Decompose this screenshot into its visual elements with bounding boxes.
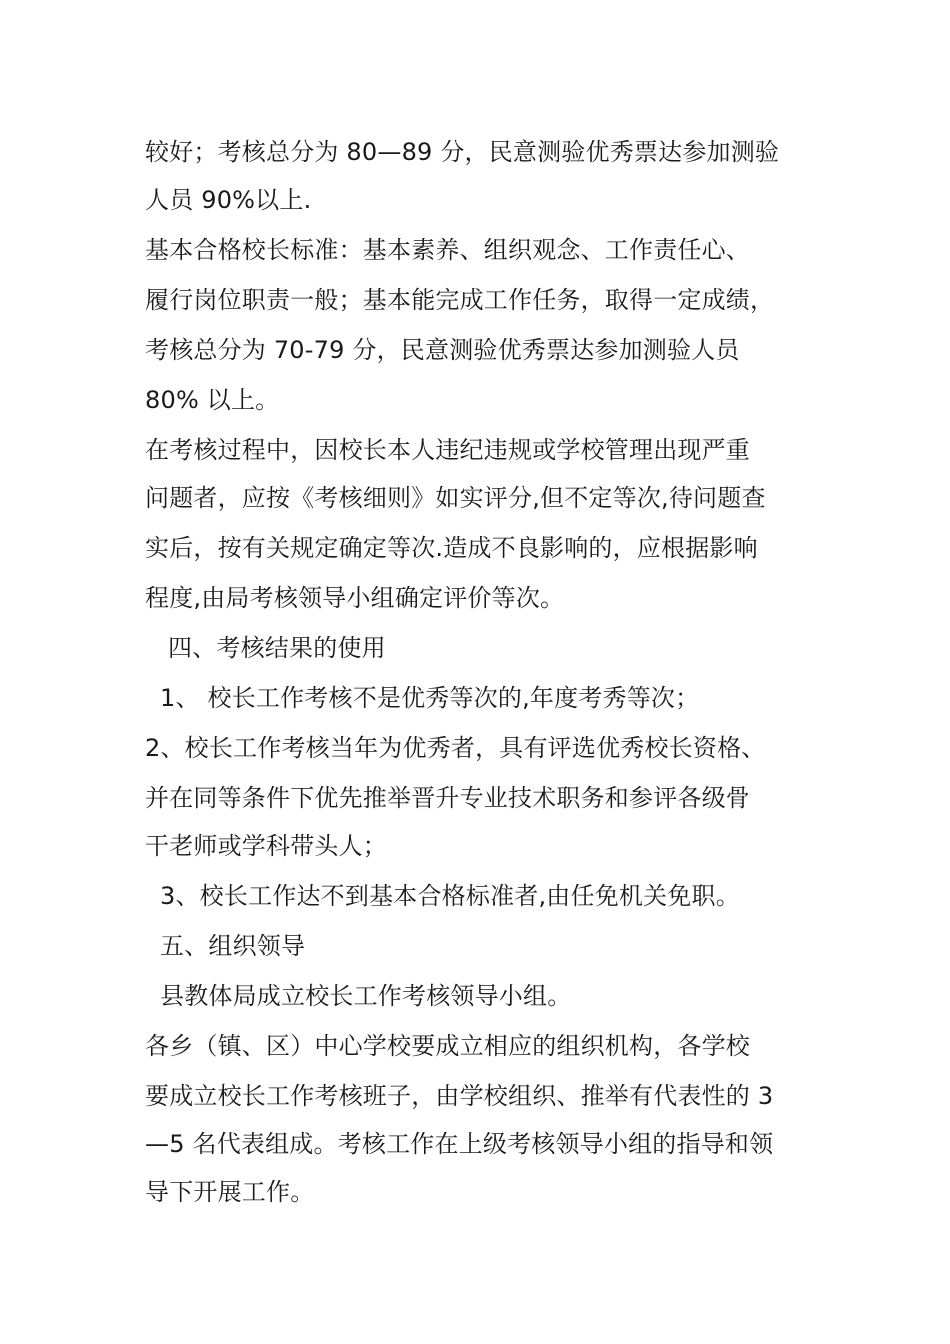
- list-item: 1、 校长工作考核不是优秀等次的,年度考秀等次；: [160, 684, 700, 712]
- text-line: 80% 以上。: [145, 386, 280, 414]
- text-line: 问题者，应按《考核细则》如实评分,但不定等次,待问题查: [145, 484, 766, 512]
- text-line: 履行岗位职责一般；基本能完成工作任务，取得一定成绩，: [145, 286, 775, 314]
- text-line: 县教体局成立校长工作考核领导小组。: [160, 982, 572, 1010]
- text-line: 各乡（镇、区）中心学校要成立相应的组织机构，各学校: [145, 1032, 750, 1060]
- text-line: 要成立校长工作考核班子，由学校组织、推举有代表性的 3: [145, 1082, 774, 1110]
- section-heading: 五、组织领导: [160, 932, 306, 960]
- text-line: 干老师或学科带头人；: [145, 832, 387, 860]
- list-item: 2、校长工作考核当年为优秀者，具有评选优秀校长资格、: [145, 734, 766, 762]
- text-line: 并在同等条件下优先推举晋升专业技术职务和参评各级骨: [145, 784, 750, 812]
- text-line: 导下开展工作。: [145, 1178, 315, 1206]
- text-line: 人员 90%以上.: [145, 186, 312, 214]
- list-item: 3、校长工作达不到基本合格标准者,由任免机关免职。: [160, 882, 740, 910]
- section-heading: 四、考核结果的使用: [168, 634, 386, 662]
- text-line: 在考核过程中，因校长本人违纪违规或学校管理出现严重: [145, 436, 750, 464]
- text-line: —5 名代表组成。考核工作在上级考核领导小组的指导和领: [145, 1130, 774, 1158]
- text-line: 考核总分为 70-79 分，民意测验优秀票达参加测验人员: [145, 336, 740, 364]
- text-line: 基本合格校长标准：基本素养、组织观念、工作责任心、: [145, 236, 750, 264]
- text-line: 实后，按有关规定确定等次.造成不良影响的，应根据影响: [145, 534, 758, 562]
- text-line: 程度,由局考核领导小组确定评价等次。: [145, 584, 565, 612]
- text-line: 较好；考核总分为 80—89 分，民意测验优秀票达参加测验: [145, 138, 780, 166]
